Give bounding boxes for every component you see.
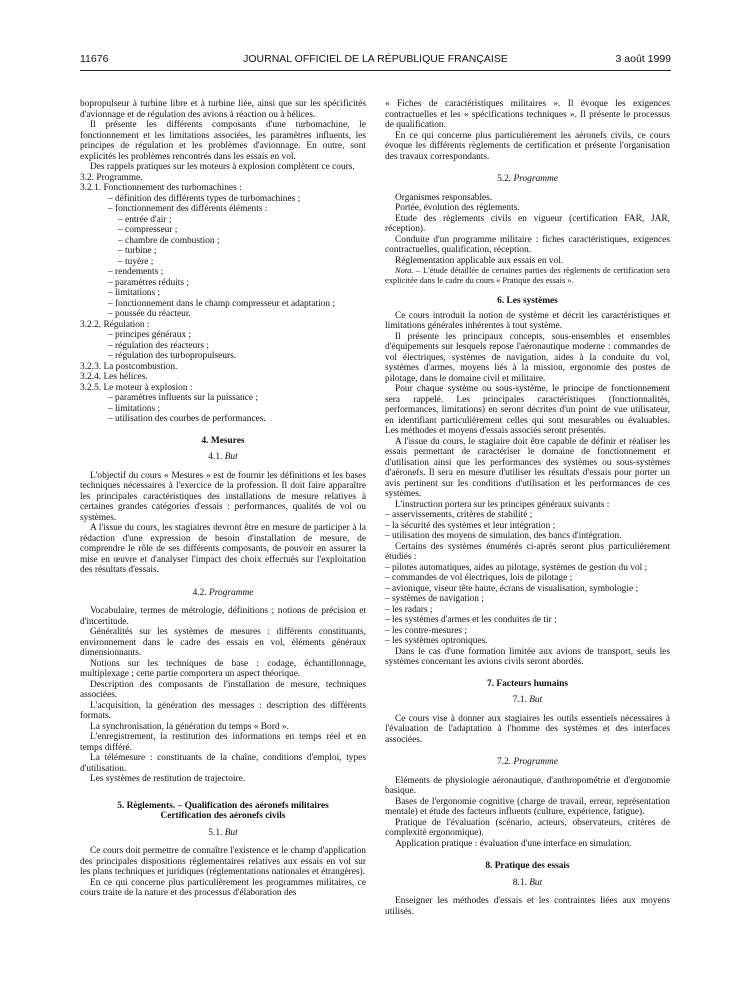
paragraph: bopropulseur à turbine libre et à turbine liée, ainsi que sur les spécificités d'avionnage et de régulation des avions à réaction ou à hélices. <box>80 99 366 120</box>
section-title: Certification des aéronefs civils <box>160 811 286 821</box>
section-heading: 3.2. Programme. <box>80 172 143 183</box>
list-item: – les radars ; <box>385 604 433 615</box>
section-title: 6. Les systèmes <box>497 296 558 306</box>
paragraph: Bases de l'ergonomie cognitive (charge de travail, erreur, représentation mentale) et étude des facteurs influents (culture, expérience, fatigue). <box>385 796 670 817</box>
paragraph: Il présente les différents composants d'une turbomachine, le fonctionnement et les limitations associées, les paramètres influents, les principes de régulation et les problèmes d'avionnage. En outre, sont explicités les problèmes rencontrés dans les essais en vol. <box>80 120 366 162</box>
list-item: – utilisation des courbes de performances. <box>108 414 266 424</box>
list-item: – utilisation des moyens de simulation, des bancs d'intégration. <box>385 531 622 541</box>
paragraph: L'acquisition, la génération des messages : description des différents formats. <box>80 700 366 721</box>
list-item: – définition des différents types de turbomachines ; <box>108 193 301 204</box>
paragraph: En ce qui concerne plus particulièrement les programmes militaires, ce cours traite de la nature et des processus d'élaboration des <box>80 877 366 898</box>
subsection-title: 7.2. Programme <box>497 757 558 767</box>
subsection-title: 4.1. But <box>208 452 238 462</box>
list-item: – compresseur ; <box>118 225 178 235</box>
paragraph: Certains des systèmes énumérés ci-après seront plus particulièrement étudiés : <box>385 541 670 562</box>
paragraph: Ce cours doit permettre de connaître l'existence et le champ d'application des principales dispositions réglementaires relatives aux essais en vol sur les plans techniques et juridiques (réglementations nationales et étrangères). <box>80 846 366 877</box>
paragraph: Généralités sur les systèmes de mesures : différents constituants, environnement dans le cadre des essais en vol, éléments généraux dimensionnants. <box>80 627 366 658</box>
paragraph: Etude des règlements civils en vigueur (certification FAR, JAR, réception). <box>385 213 670 234</box>
subsection-heading: 3.2.1. Fonctionnement des turbomachines : <box>80 183 242 193</box>
paragraph: Notions sur les techniques de base : codage, échantillonnage, multiplexage ; cette partie comportera un aspect théorique. <box>80 658 366 679</box>
list-item: – fonctionnement dans le champ compresseur et adaptation ; <box>108 298 336 309</box>
paragraph: Eléments de physiologie aéronautique, d'anthropométrie et d'ergonomie basique. <box>385 775 670 796</box>
list-item: – paramètres influents sur la puissance ; <box>108 393 258 403</box>
list-item: – paramètres réduits ; <box>108 277 189 288</box>
paragraph: L'instruction portera sur les principes généraux suivants : <box>395 499 610 510</box>
issue-date: 3 août 1999 <box>615 53 671 65</box>
paragraph: A l'issue du cours, le stagiaire doit être capable de définir et réaliser les essais permettant de caractériser le domaine de fonctionnement et d'utilisation ainsi que les performances des systèmes ou sous-systèmes d'aéronefs. Il sera en mesure d'utiliser les résultats d'essais pour porter un avis pertinent sur les conditions d'utilisation et les performances de ces systèmes. <box>385 436 670 499</box>
paragraph: Il présente les principaux concepts, sous-ensembles et ensembles d'équipements sur lesquels repose l'aéronautique moderne : commandes de vol électriques, systèmes de navigation, aides à la conduite du vol, systèmes d'armes, moyens liés à la mission, ergonomie des postes de pilotage, dans le domaine civil et militaire. <box>385 331 670 384</box>
list-item: – régulation des réacteurs ; <box>108 340 210 351</box>
paragraph: En ce qui concerne plus particulièrement les aéronefs civils, ce cours évoque les différents règlements de certification et présente l'organisation des travaux correspondants. <box>385 130 670 162</box>
subsection-title: 5.1. But <box>208 827 238 838</box>
list-item: – systèmes de navigation ; <box>385 594 484 604</box>
page-header <box>80 53 671 69</box>
subsection-title: 5.2. Programme <box>497 174 558 184</box>
page-number: 11676 <box>80 53 109 65</box>
paragraph: Des rappels pratiques sur les moteurs à explosion complètent ce cours. <box>90 162 355 172</box>
list-item: – fonctionnement des différents éléments : <box>108 204 268 214</box>
paragraph: Ce cours introduit la notion de système et décrit les caractéristiques et limitations générales inhérentes à tout système. <box>385 310 670 331</box>
paragraph: Application pratique : évaluation d'une interface en simulation. <box>395 838 632 849</box>
paragraph: « Fiches de caractéristiques militaires ». Il évoque les exigences contractuelles et les « spécifications techniques ». Il présente le processus de qualification. <box>385 99 670 130</box>
section-title: 5. Règlements. – Qualification des aéronefs militaires <box>117 800 329 811</box>
right-column <box>385 99 670 917</box>
paragraph: Dans le cas d'une formation limitée aux avions de transport, seuls les systèmes concernant les avions civils seront abordés. <box>385 646 670 667</box>
paragraph: Ce cours vise à donner aux stagiaires les outils essentiels nécessaires à l'évaluation de l'adaptation à l'homme des systèmes et des interfaces associées. <box>385 713 670 745</box>
list-item: – asservissements, critères de stabilité ; <box>385 510 533 520</box>
list-item: – la sécurité des systèmes et leur intégration ; <box>385 520 556 531</box>
paragraph: Enseigner les méthodes d'essais et les contraintes liées aux moyens utilisés. <box>385 896 670 917</box>
list-item: – les systèmes optroniques. <box>385 636 488 646</box>
list-item: – pilotes automatiques, aides au pilotage, systèmes de gestion du vol ; <box>385 562 648 573</box>
list-item: – chambre de combustion ; <box>118 235 220 246</box>
list-item: – rendements ; <box>108 267 164 277</box>
subsection-heading: 3.2.5. Le moteur à explosion : <box>80 382 193 393</box>
list-item: – principes généraux ; <box>108 330 192 340</box>
paragraph: La synchronisation, la génération du temps « Bord ». <box>90 721 289 732</box>
journal-title: JOURNAL OFFICIEL DE LA RÉPUBLIQUE FRANÇAISE <box>243 53 508 65</box>
list-item: – poussée du réacteur. <box>108 309 191 319</box>
list-item: – entrée d'air ; <box>118 214 172 225</box>
paragraph: Pratique de l'évaluation (scénario, acteurs, observateurs, critères de complexité ergonomique). <box>385 817 670 838</box>
paragraph: Réglementation applicable aux essais en vol. <box>395 255 564 266</box>
left-column <box>80 99 366 899</box>
section-title: 4. Mesures <box>201 435 245 446</box>
paragraph: L'enregistrement, la restitution des informations en temps réel et en temps différé. <box>80 732 366 753</box>
subsection-heading: 3.2.4. Les hélices. <box>80 372 148 382</box>
header-rule <box>80 70 671 71</box>
list-item: – tuyère ; <box>118 256 154 267</box>
section-title: 8. Pratique des essais <box>485 861 570 871</box>
list-item: – régulation des turbopropulseurs. <box>108 351 237 361</box>
subsection-title: 7.1. But <box>512 695 543 705</box>
subsection-heading: 3.2.2. Régulation : <box>80 319 150 330</box>
footnote: Nota. – L'étude détaillée de certaines parties des règlements de certification sera explicitée dans le cadre du cours « Pratique des essais ». <box>385 266 670 285</box>
subsection-heading: 3.2.3. La postcombustion. <box>80 361 178 372</box>
subsection-title: 8.1. But <box>512 877 543 888</box>
list-item: – limitations ; <box>108 288 161 298</box>
list-item: – turbine ; <box>118 246 157 256</box>
paragraph: A l'issue du cours, les stagiaires devront être en mesure de participer à la rédaction d'une expression de besoin d'installation de mesure, de comprendre le rôle de ses différents composants, de pouvoir en assurer la mise en œuvre et d'analyser l'impact des choix effectués sur l'exploitation des résultats d'essais. <box>80 523 366 575</box>
paragraph: Vocabulaire, termes de métrologie, définitions ; notions de précision et d'incertitude. <box>80 606 366 627</box>
list-item: – les systèmes d'armes et les conduites de tir ; <box>385 615 557 625</box>
subsection-title: 4.2. Programme <box>192 587 254 598</box>
paragraph: L'objectif du cours « Mesures » est de fournir les définitions et les bases techniques nécessaires à l'exercice de la profession. Il doit faire apparaître les principales caractéristiques des installations de mesure relatives à certaines grandes catégories d'essais : performances, qualités de vol ou systèmes. <box>80 470 366 523</box>
list-item: – les contre-mesures ; <box>385 625 468 636</box>
section-title: 7. Facteurs humains <box>487 678 568 689</box>
paragraph: Description des composants de l'installation de mesure, techniques associées. <box>80 679 366 700</box>
paragraph: Les systèmes de restitution de trajectoire. <box>90 774 246 784</box>
paragraph: Organismes responsables. <box>395 192 493 203</box>
paragraph: Conduite d'un programme militaire : fiches caractéristiques, exigences contractuelles, qualification, réception. <box>385 234 670 255</box>
paragraph: Portée, évolution des règlements. <box>395 203 520 213</box>
paragraph: Pour chaque système ou sous-système, le principe de fonctionnement sera rappelé. Les principales caractéristiques (fonctionnalités, performances, limitations) en seront décrites d'un point de vue utilisateur, en identifiant particulièrement celles qui sont mesurables ou évaluables. Les méthodes et moyens d'essais associés seront présentés. <box>385 384 670 436</box>
list-item: – commandes de vol électriques, lois de pilotage ; <box>385 573 573 583</box>
list-item: – limitations ; <box>108 403 161 414</box>
paragraph: La télémesure : constituants de la chaîne, conditions d'emploi, types d'utilisation. <box>80 753 366 774</box>
list-item: – avionique, viseur tête haute, écrans de visualisation, symbologie ; <box>385 583 639 594</box>
